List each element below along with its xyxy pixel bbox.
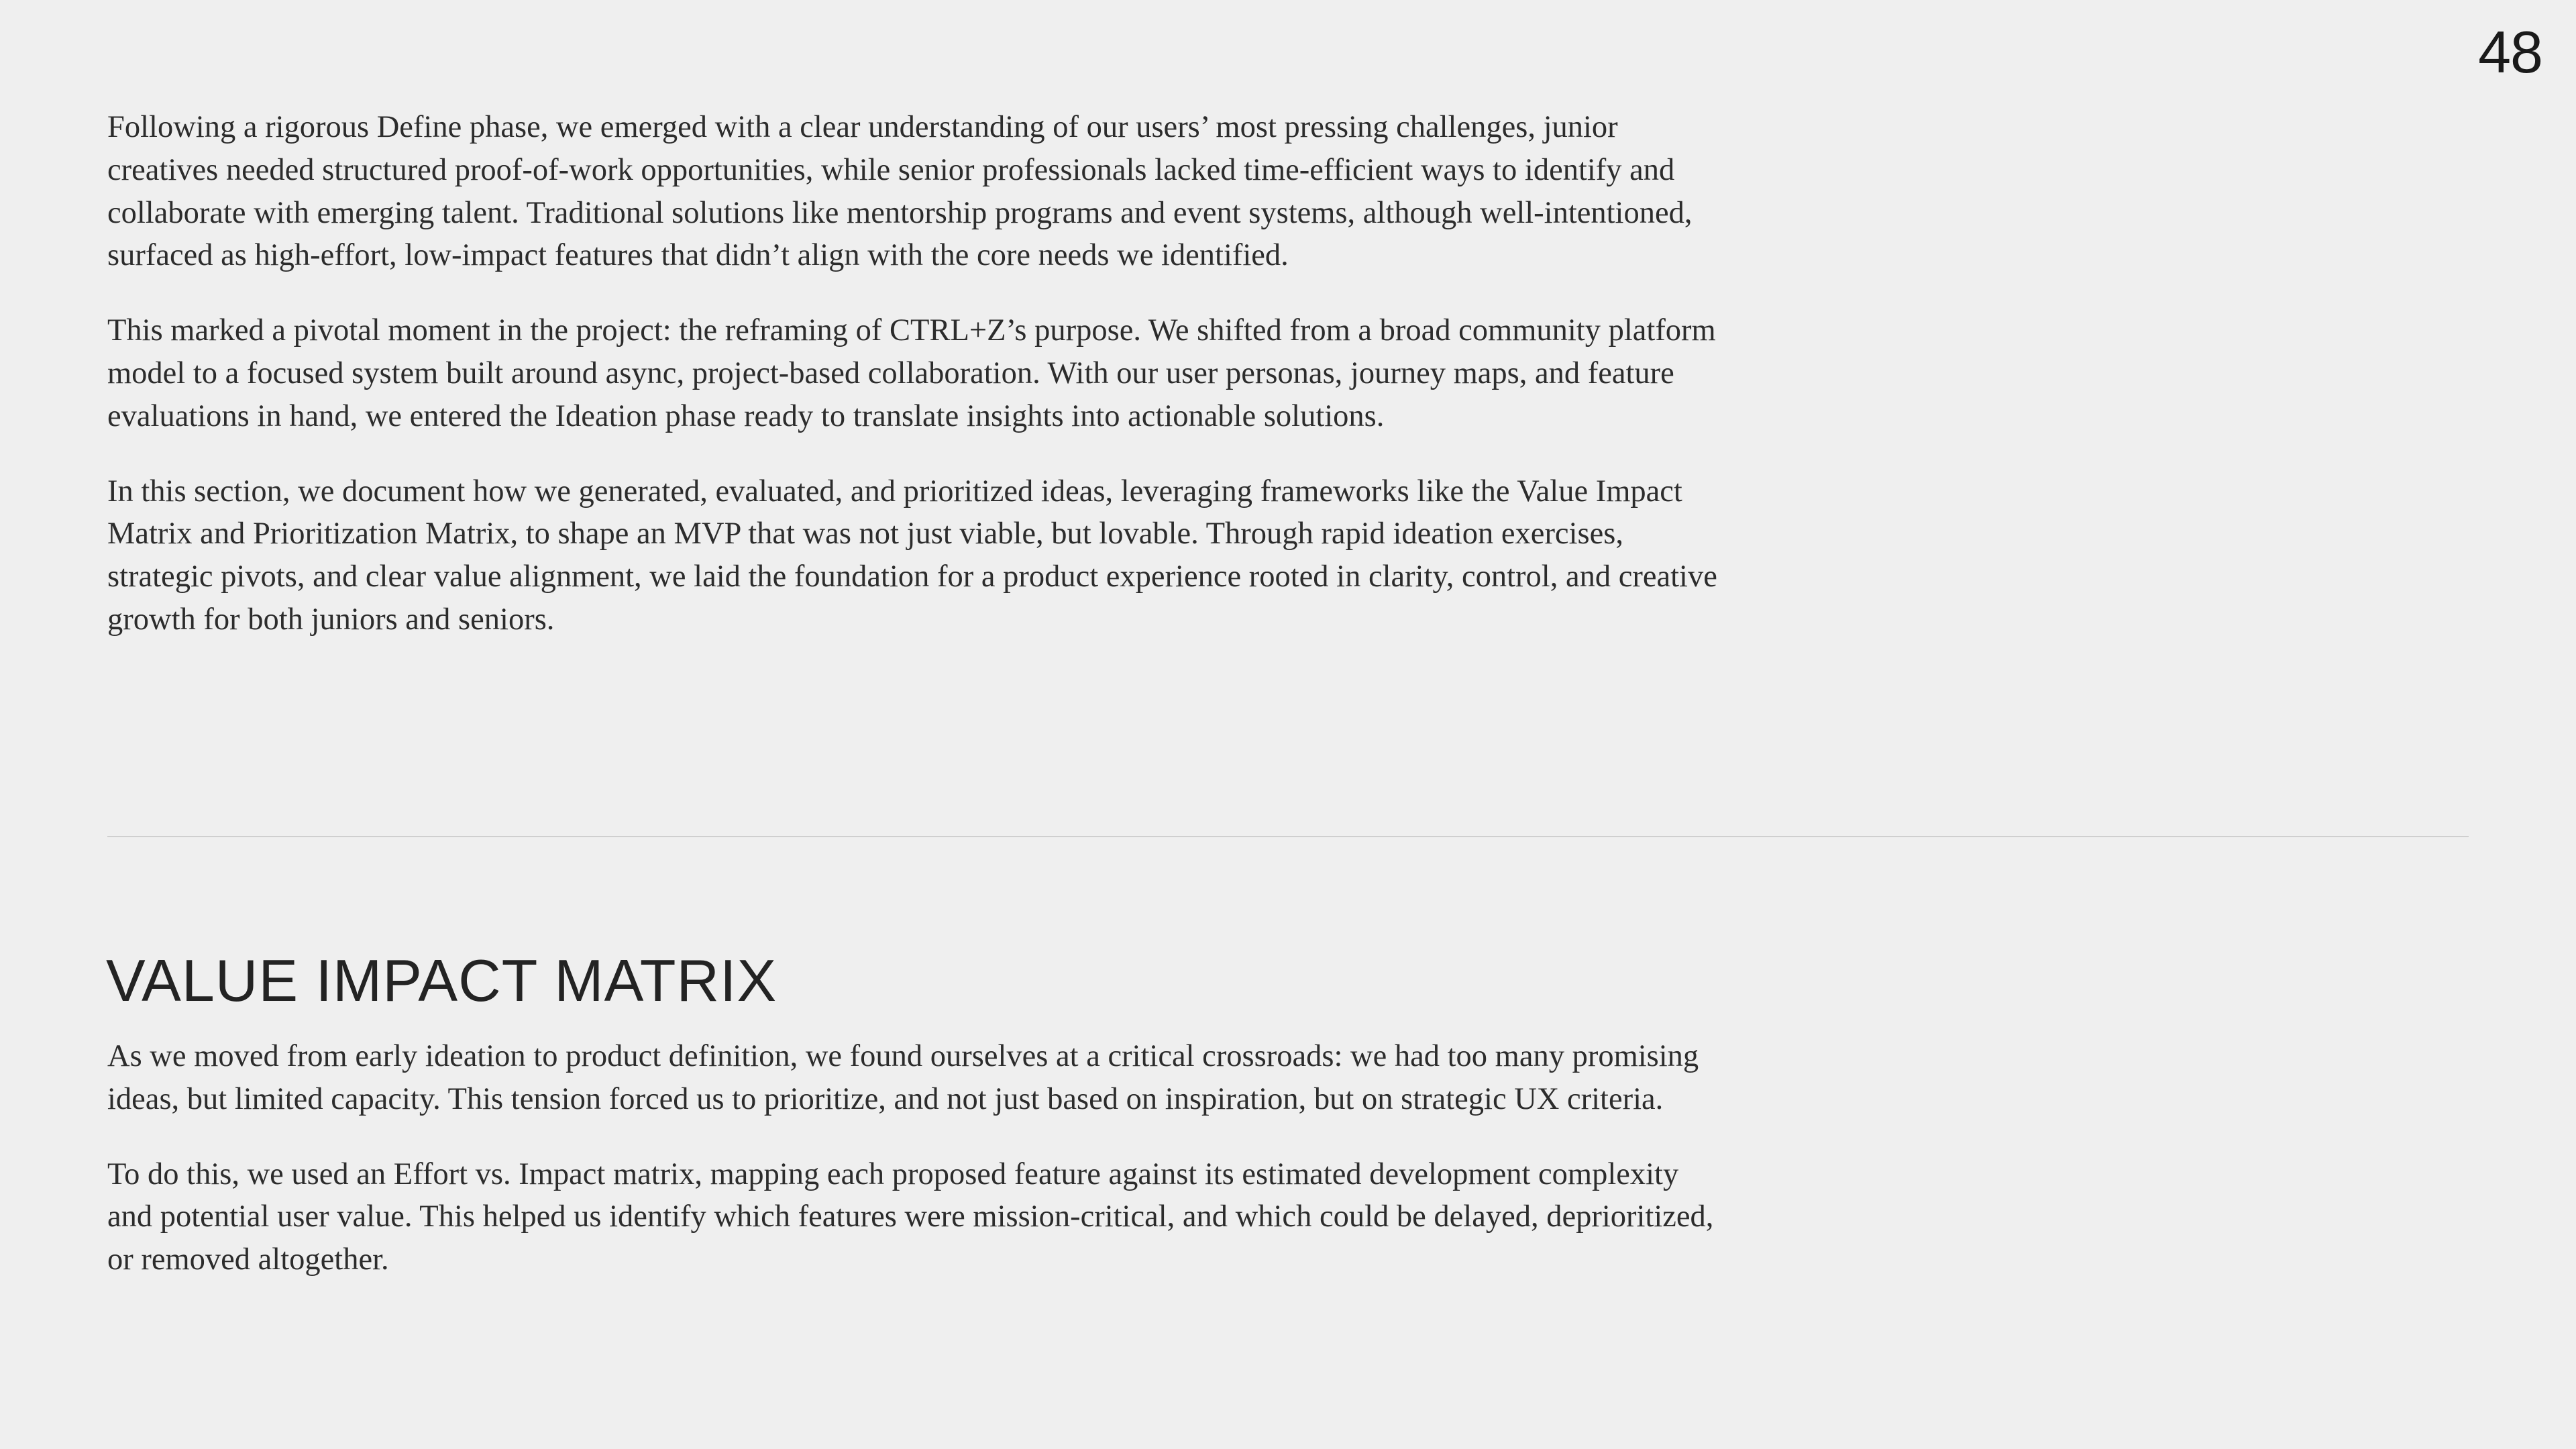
page-number: 48 — [2478, 19, 2542, 85]
intro-paragraph-2: This marked a pivotal moment in the project: the reframing of CTRL+Z’s purpose. We shifted from a broad community platform model to a focused system built around async, project-based collaboration. With our user personas, journey maps, and feature evaluations in hand, we entered the Ideation phase ready to translate insights into actionable solutions. — [107, 313, 1716, 433]
section-title: VALUE IMPACT MATRIX — [106, 947, 777, 1014]
intro-paragraph-3: In this section, we document how we generated, evaluated, and prioritized ideas, leveraging frameworks like the Value Impact Matrix and Prioritization Matrix, to shape an MVP that was not just viable, but lovable. Through rapid ideation exercises, strategic pivots, and clear value alignment, we laid the foundation for a product experience rooted in clarity, control, and creative growth for both juniors and seniors. — [107, 474, 1717, 637]
section-text-block — [107, 1035, 1731, 1313]
intro-text-block — [107, 106, 1731, 674]
section-paragraph-2: To do this, we used an Effort vs. Impact matrix, mapping each proposed feature against its estimated development complexity and potential user value. This helped us identify which features were mission-critical, and which could be delayed, deprioritized, or removed altogether. — [107, 1157, 1714, 1277]
section-divider — [107, 836, 2469, 837]
section-paragraph-1: As we moved from early ideation to product definition, we found ourselves at a critical crossroads: we had too many promising ideas, but limited capacity. This tension forced us to prioritize, and not just based on inspiration, but on strategic UX criteria. — [107, 1039, 1699, 1116]
intro-paragraph-1: Following a rigorous Define phase, we emerged with a clear understanding of our users’ most pressing challenges, junior creatives needed structured proof-of-work opportunities, while senior professionals lacked time-efficient ways to identify and collaborate with emerging talent. Traditional solutions like mentorship programs and event systems, although well-intentioned, surfaced as high-effort, low-impact features that didn’t align with the core needs we identified. — [107, 110, 1693, 273]
